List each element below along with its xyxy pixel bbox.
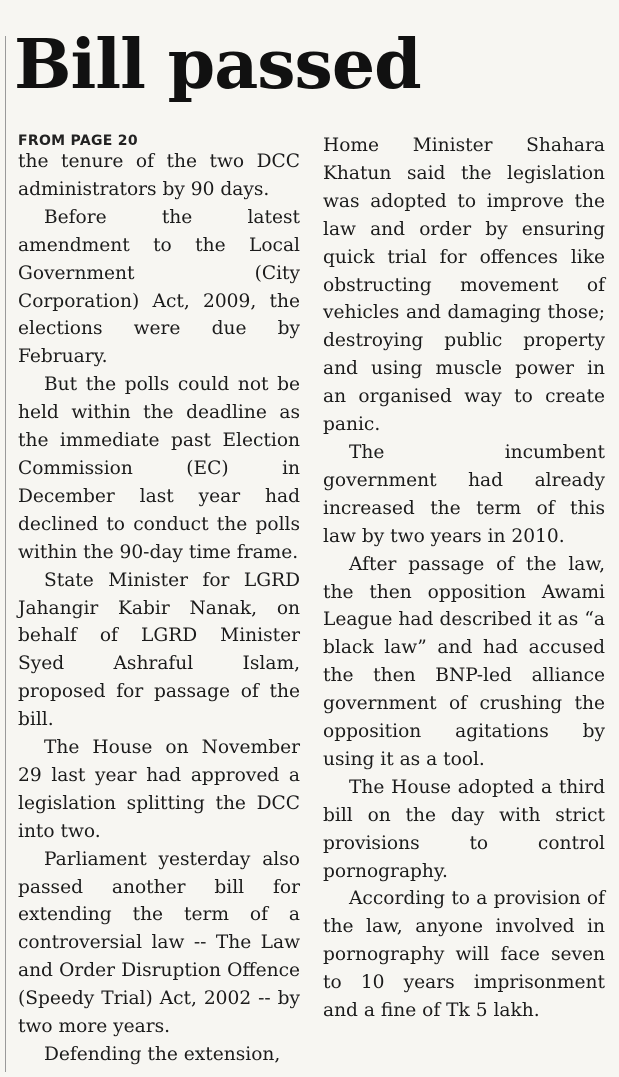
paragraph: The House on November 29 last year had approved a legislation splitting the DCC into two.	[18, 737, 300, 842]
kicker: FROM PAGE 20	[18, 133, 138, 149]
paragraph: The House adopted a third bill on the day with strict provisions to control pornography.	[323, 776, 605, 882]
article-column-left	[18, 132, 300, 1069]
paragraph: State Minister for LGRD Jahangir Kabir Nanak, on behalf of LGRD Minister Syed Ashraful Islam, proposed for passage of the bill.	[18, 569, 300, 731]
paragraph: Defending the extension,	[44, 1044, 281, 1065]
column-rule	[5, 36, 6, 1072]
paragraph: Before the latest amendment to the Local Government (City Corporation) Act, 2009, the elections were due by February.	[18, 206, 300, 368]
paragraph: After passage of the law, the then opposition Awami League had described it as “a black law” and had accused the then BNP-led alliance government of crushing the opposition agitations by using it as a tool.	[323, 553, 605, 770]
article-column-right	[323, 132, 605, 1025]
paragraph: Home Minister Shahara Khatun said the legislation was adopted to improve the law and order by ensuring quick trial for offences like obstructing movement of vehicles and damaging those; destroying public property and using muscle power in an organised way to create panic.	[323, 135, 605, 436]
paragraph: Parliament yesterday also passed another bill for extending the term of a controversial law -- The Law and Order Disruption Offence (Speedy Trial) Act, 2002 -- by two more years.	[18, 848, 300, 1038]
headline: Bill passed	[14, 25, 421, 105]
paragraph: the tenure of the two DCC administrators by 90 days.	[18, 151, 300, 200]
paragraph: The incumbent government had already increased the term of this law by two years in 2010.	[323, 441, 605, 547]
paragraph: But the polls could not be held within the deadline as the immediate past Election Commission (EC) in December last year had declined to conduct the polls within the 90-day time frame.	[18, 374, 300, 563]
paragraph: According to a provision of the law, anyone involved in pornography will face seven to 10 years imprisonment and a fine of Tk 5 lakh.	[323, 888, 605, 1022]
